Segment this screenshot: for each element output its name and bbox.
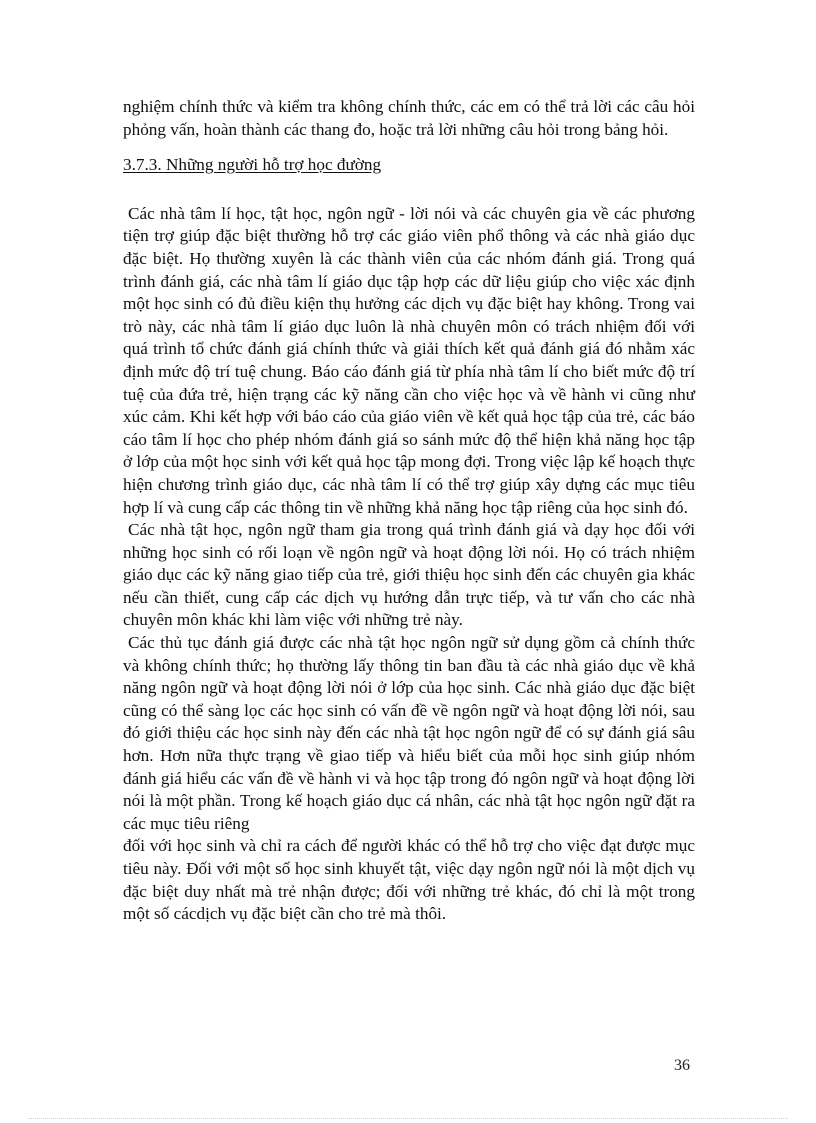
section-heading: 3.7.3. Những người hỗ trợ học đường (123, 155, 382, 175)
page-body (123, 96, 695, 926)
paragraph-speech-pathologists: Các nhà tật học, ngôn ngữ tham gia trong quá trình đánh giá và dạy học đối với những học sinh có rối loạn về ngôn ngữ và hoạt động lời nói. Họ có trách nhiệm giáo dục các kỹ năng giao tiếp của trẻ, giới thiệu học sinh đến các chuyên gia khác nếu cần thiết, cung cấp các dịch vụ hướng dẫn trực tiếp, và tư vấn cho các nhà chuyên môn khác khi làm việc với những trẻ này. (123, 520, 695, 630)
page-number: 36 (674, 1057, 690, 1074)
page-bottom-divider (28, 1118, 788, 1119)
paragraph-psychologists: Các nhà tâm lí học, tật học, ngôn ngữ - lời nói và các chuyên gia về các phương tiện trợ giúp đặc biệt thường hỗ trợ các giáo viên phổ thông và các nhà giáo dục đặc biệt. Họ thường xuyên là các thành viên của các nhóm đánh giá. Trong quá trình đánh giá, các nhà tâm lí giáo dục tập hợp các dữ liệu giúp cho việc xác định một học sinh có đủ điều kiện thụ hưởng các dịch vụ đặc biệt hay không. Trong vai trò này, các nhà tâm lí giáo dục luôn là nhà chuyên môn có trách nhiệm đối với quá trình tổ chức đánh giá chính thức và giải thích kết quả đánh giá đó nhằm xác định mức độ trí tuệ chung. Báo cáo đánh giá từ phía nhà tâm lí cho biết mức độ trí tuệ của đứa trẻ, hiện trạng các kỹ năng cần cho việc học và về hành vi cũng như xúc cảm. Khi kết hợp với báo cáo của giáo viên về kết quả học tập của trẻ, các báo cáo tâm lí học cho phép nhóm đánh giá so sánh mức độ thể hiện khả năng học tập ở lớp của một học sinh với kết quả học tập mong đợi. Trong việc lập kế hoạch thực hiện chương trình giáo dục, các nhà tâm lí có thể trợ giúp xây dựng các mục tiêu hợp lí và cung cấp các thông tin về những khả năng học tập riêng của học sinh đó. (123, 203, 695, 517)
paragraph-goals: đối với học sinh và chỉ ra cách để người khác có thể hỗ trợ cho việc đạt được mục tiêu này. Đối với một số học sinh khuyết tật, việc dạy ngôn ngữ nói là một dịch vụ đặc biệt duy nhất mà trẻ nhận được; đối với những trẻ khác, đó chỉ là một trong một số cácdịch vụ đặc biệt cần cho trẻ mà thôi. (123, 836, 695, 924)
paragraph-assessment-procedures: Các thủ tục đánh giá được các nhà tật học ngôn ngữ sử dụng gồm cả chính thức và không chính thức; họ thường lấy thông tin ban đầu tà các nhà giáo dục về khả năng ngôn ngữ và hoạt động lời nói ở lớp của học sinh. Các nhà giáo dục đặc biệt cũng có thể sàng lọc các học sinh có vấn đề về ngôn ngữ và hoạt động lời nói, sau đó giới thiệu các học sinh này đến các nhà tật học ngôn ngữ để có sự đánh giá sâu hơn. Hơn nữa thực trạng về giao tiếp và hiểu biết của mỗi học sinh giúp nhóm đánh giá hiểu các vấn đề về hành vi và học tập trong đó ngôn ngữ và hoạt động lời nói là một phần. Trong kế hoạch giáo dục cá nhân, các nhà tật học ngôn ngữ đặt ra các mục tiêu riêng (123, 633, 695, 833)
paragraph-intro: nghiệm chính thức và kiểm tra không chính thức, các em có thể trả lời các câu hỏi phỏng vấn, hoàn thành các thang đo, hoặc trả lời những câu hỏi trong bảng hỏi. (123, 97, 695, 139)
